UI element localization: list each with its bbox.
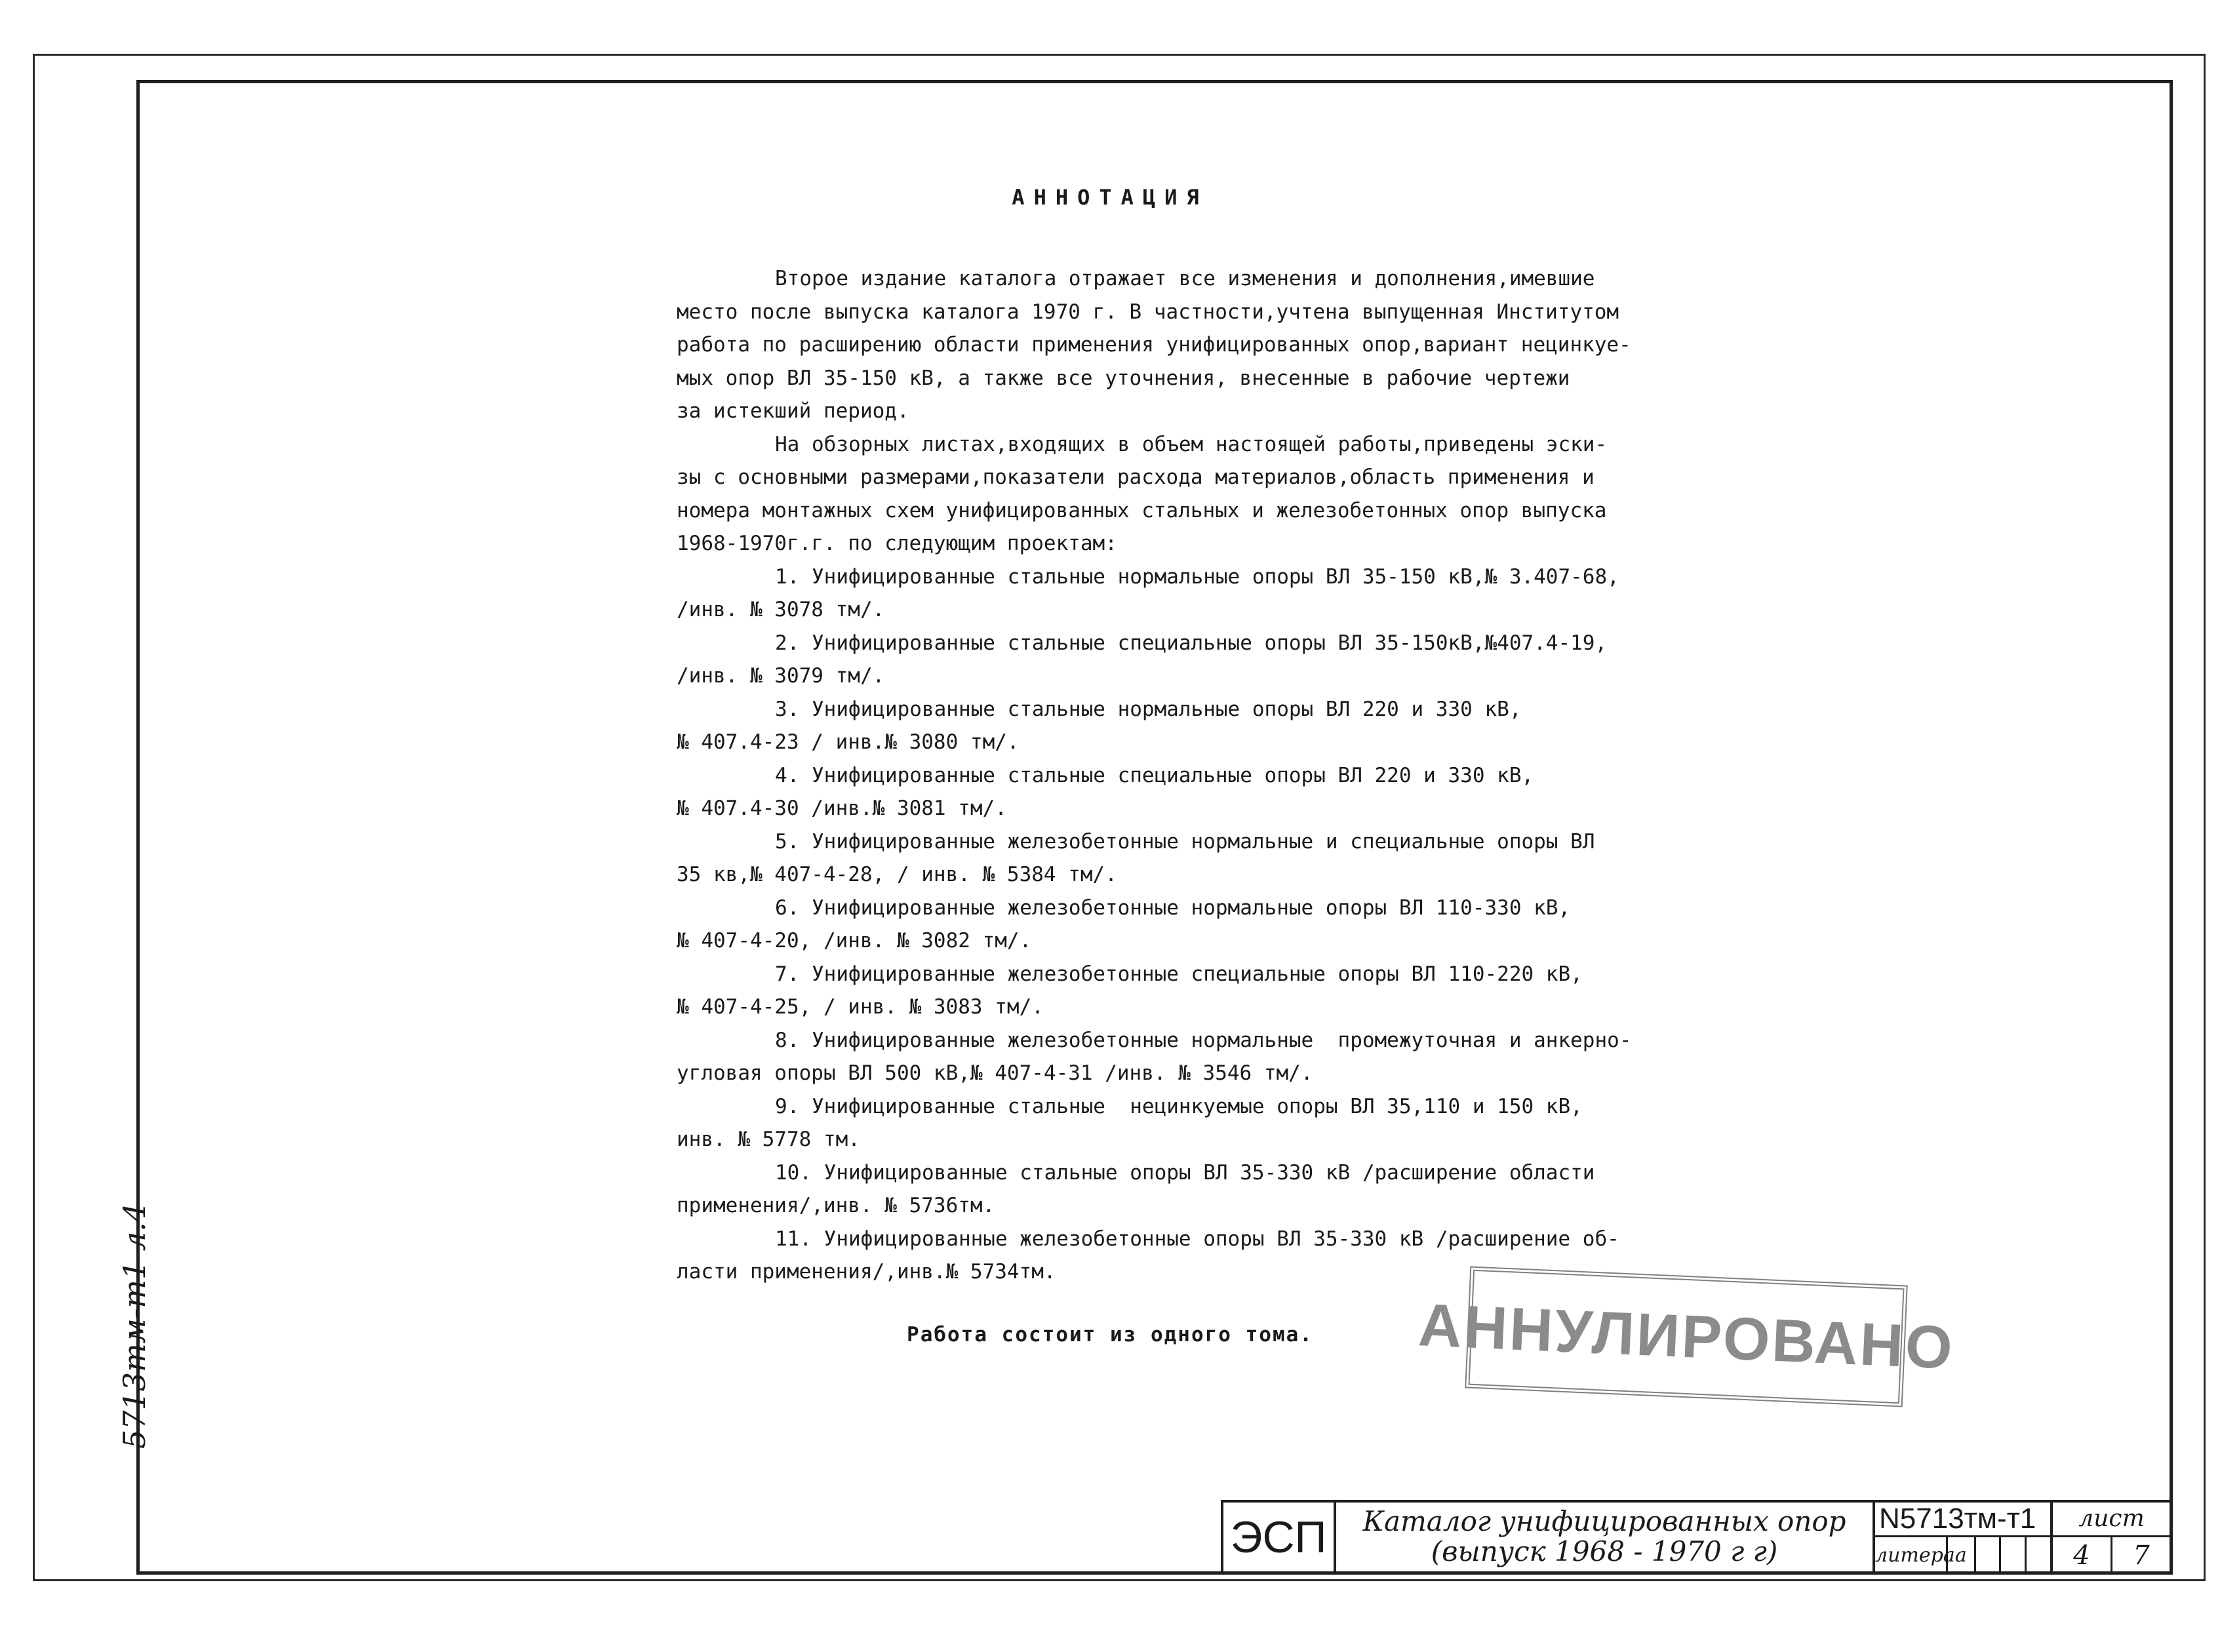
text-line: за истекший период. xyxy=(677,399,909,423)
sheet-number: 4 xyxy=(2053,1537,2112,1574)
text-line: 1968-1970г.г. по следующим проектам: xyxy=(677,532,1117,555)
text-line: № 407.4-30 /инв.№ 3081 тм/. xyxy=(677,796,1007,820)
text-line: 4. Унифицированные стальные специальные опоры ВЛ 220 и 330 кВ, xyxy=(775,763,1534,787)
title-line-1: Каталог унифицированных опор xyxy=(1362,1505,1846,1537)
title-block-sheet xyxy=(2050,1500,2173,1575)
text-line: работа по расширению области применения унифицированных опор,вариант нецинкуе- xyxy=(677,333,1631,357)
text-line: 1. Унифицированные стальные нормальные опоры ВЛ 35-150 кВ,№ 3.407-68, xyxy=(775,564,1619,589)
page-title: АННОТАЦИЯ xyxy=(1012,185,1208,210)
text-line: /инв. № 3078 тм/. xyxy=(677,598,885,621)
text-line: мых опор ВЛ 35-150 кВ, а также все уточнения, внесенные в рабочие чертежи xyxy=(677,366,1570,390)
side-note: 5713тм-т1 л.4 xyxy=(117,1202,152,1449)
text-line: зы с основными размерами,показатели расхода материалов,область применения и xyxy=(677,465,1595,489)
text-line: ласти применения/,инв.№ 5734тм. xyxy=(677,1260,1056,1284)
sheet-count: 7 xyxy=(2133,1541,2150,1571)
litera-row xyxy=(1875,1537,2050,1574)
title-block-org: ЭСП xyxy=(1221,1500,1336,1575)
text-line: инв. № 5778 тм. xyxy=(677,1128,860,1151)
text-line: № 407.4-23 / инв.№ 3080 тм/. xyxy=(677,730,1020,754)
text-line: 35 кв,№ 407-4-28, / инв. № 5384 тм/. xyxy=(677,863,1117,886)
text-line: 3. Унифицированные стальные нормальные опоры ВЛ 220 и 330 кВ, xyxy=(775,697,1522,721)
annulled-stamp: АННУЛИРОВАНО xyxy=(1465,1267,1907,1407)
text-line: угловая опоры ВЛ 500 кВ,№ 407-4-31 /инв. № 3546 тм/. xyxy=(677,1061,1313,1085)
text-line: 11. Унифицированные железобетонные опоры ВЛ 35-330 кВ /расширение об- xyxy=(775,1227,1619,1251)
title-line-2: (выпуск 1968 - 1970 г г) xyxy=(1431,1535,1778,1567)
text-line: № 407-4-25, / инв. № 3083 тм/. xyxy=(677,995,1044,1019)
text-line: 5. Унифицированные железобетонные нормальные и специальные опоры ВЛ xyxy=(775,829,1595,854)
title-block-title xyxy=(1334,1500,1875,1575)
litera-cell xyxy=(1976,1537,2002,1574)
text-line: 6. Унифицированные железобетонные нормальные опоры ВЛ 110-330 кВ, xyxy=(775,895,1571,920)
title-block-number xyxy=(1873,1500,2053,1575)
litera-cell xyxy=(2001,1537,2027,1574)
text-line: Второе издание каталога отражает все изменения и дополнения,имевшие xyxy=(775,267,1595,290)
doc-number: N5713тм-т1 xyxy=(1875,1503,2050,1537)
text-line: место после выпуска каталога 1970 г. В частности,учтена выпущенная Институтом xyxy=(677,300,1619,324)
text-line: На обзорных листах,входящих в объем настоящей работы,приведены эски- xyxy=(775,432,1608,456)
sheet-row xyxy=(2053,1537,2170,1574)
text-line: номера монтажных схем унифицированных стальных и железобетонных опор выпуска xyxy=(677,498,1607,522)
text-line: 9. Унифицированные стальные нецинкуемые опоры ВЛ 35,110 и 150 кВ, xyxy=(775,1094,1583,1118)
litera-value: а xyxy=(1948,1537,1976,1574)
text-line: № 407-4-20, /инв. № 3082 тм/. xyxy=(677,929,1032,953)
text-line: 2. Унифицированные стальные специальные опоры ВЛ 35-150кВ,№407.4-19, xyxy=(775,631,1608,655)
closing-statement: Работа состоит из одного тома. xyxy=(907,1323,1313,1347)
text-line: 7. Унифицированные железобетонные специальные опоры ВЛ 110-220 кВ, xyxy=(775,962,1583,986)
text-line: 8. Унифицированные железобетонные нормальные промежуточная и анкерно- xyxy=(775,1028,1632,1052)
text-line: /инв. № 3079 тм/. xyxy=(677,664,885,688)
litera-cell xyxy=(2027,1537,2050,1574)
text-line: 10. Унифицированные стальные опоры ВЛ 35-330 кВ /расширение области xyxy=(775,1160,1595,1185)
annotation-body xyxy=(677,262,1680,1289)
litera-label: литера xyxy=(1875,1537,1948,1574)
text-line: применения/,инв. № 5736тм. xyxy=(677,1194,995,1217)
sheet-label: лист xyxy=(2053,1503,2170,1537)
